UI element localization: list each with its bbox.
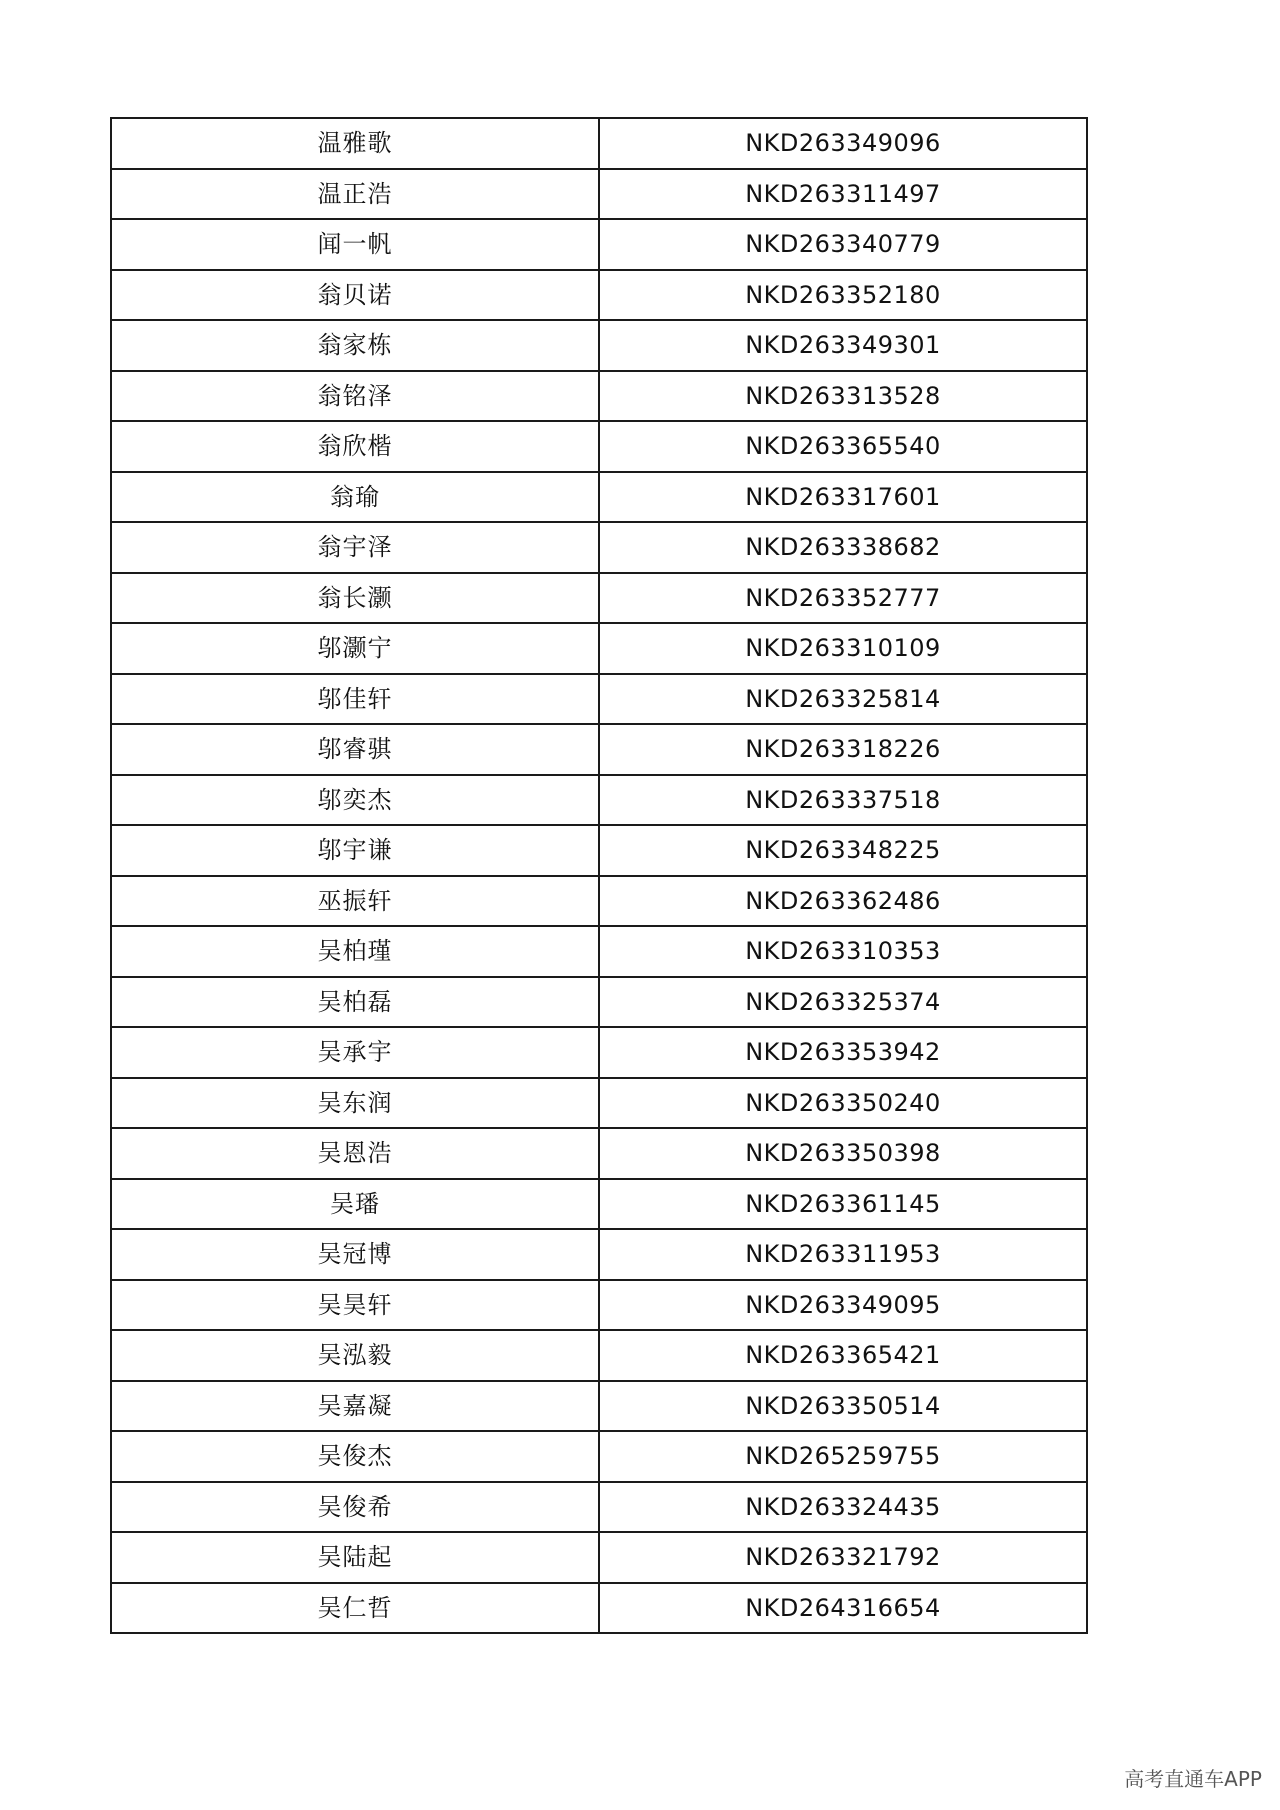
name-cell: 温正浩 [111, 169, 599, 220]
id-cell: NKD263361145 [599, 1179, 1087, 1230]
id-cell: NKD263324435 [599, 1482, 1087, 1533]
roster-table-body [111, 118, 1087, 1633]
name-cell: 吴泓毅 [111, 1330, 599, 1381]
name-cell: 翁瑜 [111, 472, 599, 523]
id-cell: NKD263349301 [599, 320, 1087, 371]
table-row [111, 219, 1087, 270]
name-cell: 吴俊杰 [111, 1431, 599, 1482]
id-cell: NKD263340779 [599, 219, 1087, 270]
name-cell: 翁长灏 [111, 573, 599, 624]
name-cell: 吴俊希 [111, 1482, 599, 1533]
id-cell: NKD263311953 [599, 1229, 1087, 1280]
name-cell: 邬宇谦 [111, 825, 599, 876]
name-cell: 邬灏宁 [111, 623, 599, 674]
name-cell: 邬佳轩 [111, 674, 599, 725]
table-row [111, 320, 1087, 371]
table-row [111, 573, 1087, 624]
id-cell: NKD263310109 [599, 623, 1087, 674]
id-cell: NKD263348225 [599, 825, 1087, 876]
table-row [111, 371, 1087, 422]
id-cell: NKD263349096 [599, 118, 1087, 169]
id-cell: NKD263352777 [599, 573, 1087, 624]
id-cell: NKD263325814 [599, 674, 1087, 725]
table-row [111, 1381, 1087, 1432]
name-cell: 翁铭泽 [111, 371, 599, 422]
table-row [111, 674, 1087, 725]
id-cell: NKD263310353 [599, 926, 1087, 977]
table-row [111, 1128, 1087, 1179]
table-row [111, 1431, 1087, 1482]
id-cell: NKD263362486 [599, 876, 1087, 927]
roster-table [110, 117, 1088, 1634]
id-cell: NKD263350398 [599, 1128, 1087, 1179]
table-row [111, 1532, 1087, 1583]
id-cell: NKD263317601 [599, 472, 1087, 523]
name-cell: 吴柏磊 [111, 977, 599, 1028]
name-cell: 翁家栋 [111, 320, 599, 371]
id-cell: NKD263325374 [599, 977, 1087, 1028]
id-cell: NKD263321792 [599, 1532, 1087, 1583]
id-cell: NKD263350240 [599, 1078, 1087, 1129]
table-row [111, 1482, 1087, 1533]
table-row [111, 825, 1087, 876]
name-cell: 闻一帆 [111, 219, 599, 270]
table-row [111, 1078, 1087, 1129]
table-row [111, 1583, 1087, 1634]
id-cell: NKD263365540 [599, 421, 1087, 472]
watermark-text: 高考直通车APP [1124, 1767, 1262, 1791]
table-row [111, 1280, 1087, 1331]
id-cell: NKD263353942 [599, 1027, 1087, 1078]
id-cell: NKD265259755 [599, 1431, 1087, 1482]
table-row [111, 522, 1087, 573]
table-row [111, 118, 1087, 169]
name-cell: 吴东润 [111, 1078, 599, 1129]
id-cell: NKD263365421 [599, 1330, 1087, 1381]
id-cell: NKD263338682 [599, 522, 1087, 573]
id-cell: NKD263349095 [599, 1280, 1087, 1331]
table-row [111, 926, 1087, 977]
table-row [111, 623, 1087, 674]
name-cell: 吴璠 [111, 1179, 599, 1230]
table-row [111, 876, 1087, 927]
id-cell: NKD263337518 [599, 775, 1087, 826]
table-row [111, 472, 1087, 523]
id-cell: NKD263352180 [599, 270, 1087, 321]
table-row [111, 1229, 1087, 1280]
name-cell: 吴柏瑾 [111, 926, 599, 977]
table-row [111, 1179, 1087, 1230]
id-cell: NKD263313528 [599, 371, 1087, 422]
name-cell: 吴昊轩 [111, 1280, 599, 1331]
name-cell: 邬睿骐 [111, 724, 599, 775]
name-cell: 翁欣楷 [111, 421, 599, 472]
name-cell: 吴仁哲 [111, 1583, 599, 1634]
name-cell: 吴陆起 [111, 1532, 599, 1583]
id-cell: NKD264316654 [599, 1583, 1087, 1634]
table-row [111, 1027, 1087, 1078]
name-cell: 吴冠博 [111, 1229, 599, 1280]
table-row [111, 169, 1087, 220]
table-row [111, 270, 1087, 321]
name-cell: 吴嘉凝 [111, 1381, 599, 1432]
id-cell: NKD263350514 [599, 1381, 1087, 1432]
id-cell: NKD263318226 [599, 724, 1087, 775]
name-cell: 巫振轩 [111, 876, 599, 927]
name-cell: 翁贝诺 [111, 270, 599, 321]
id-cell: NKD263311497 [599, 169, 1087, 220]
table-row [111, 421, 1087, 472]
table-row [111, 775, 1087, 826]
name-cell: 邬奕杰 [111, 775, 599, 826]
table-row [111, 977, 1087, 1028]
name-cell: 吴承宇 [111, 1027, 599, 1078]
name-cell: 吴恩浩 [111, 1128, 599, 1179]
name-cell: 翁宇泽 [111, 522, 599, 573]
table-row [111, 1330, 1087, 1381]
table-row [111, 724, 1087, 775]
name-cell: 温雅歌 [111, 118, 599, 169]
